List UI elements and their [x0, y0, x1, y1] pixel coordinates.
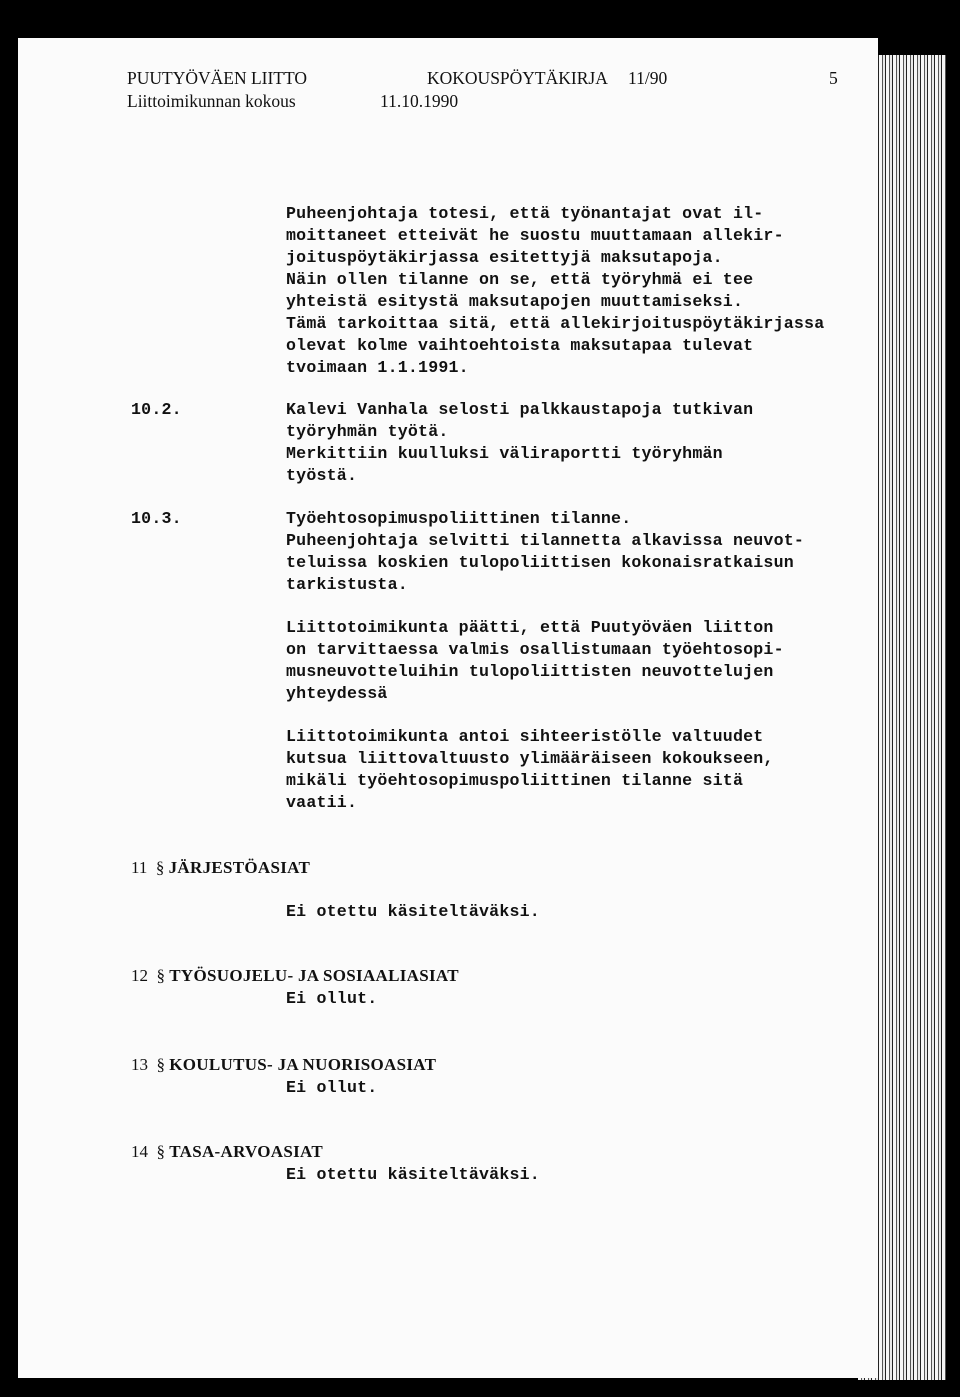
- item-10-1-line: yhteistä esitystä maksutapojen muuttamiseksi.: [286, 292, 744, 311]
- paragraph-mark: §: [156, 1142, 165, 1161]
- item-10-2-line: Kalevi Vanhala selosti palkkaustapoja tutkivan: [286, 400, 754, 419]
- section-heading-14: [131, 1142, 323, 1162]
- item-10-1-line: Tämä tarkoittaa sitä, että allekirjoituspöytäkirjassa: [286, 314, 825, 333]
- header-doc-number: 11/90: [628, 68, 668, 88]
- item-10-1-line: Puheenjohtaja totesi, että työnantajat ovat il-: [286, 204, 764, 223]
- item-10-3-decision-line: musneuvotteluihin tulopoliittisten neuvottelujen: [286, 662, 774, 681]
- item-10-3-mandate-line: vaatii.: [286, 793, 358, 812]
- item-10-1-line: joituspöytäkirjassa esitettyjä maksutapoja.: [286, 248, 723, 267]
- item-10-3-line: tarkistusta.: [286, 575, 408, 594]
- item-10-3-line: Työehtosopimuspoliittinen tilanne.: [286, 509, 632, 528]
- section-title: TYÖSUOJELU- JA SOSIAALIASIAT: [169, 966, 459, 985]
- header-doc-type: KOKOUSPÖYTÄKIRJA: [427, 68, 608, 88]
- section-title: KOULUTUS- JA NUORISOASIAT: [169, 1055, 437, 1074]
- section-title: TASA-ARVOASIAT: [169, 1142, 324, 1161]
- item-10-1-line: Näin ollen tilanne on se, että työryhmä ei tee: [286, 270, 754, 289]
- item-10-3-line: Puheenjohtaja selvitti tilannetta alkavissa neuvot-: [286, 531, 805, 550]
- item-10-2-line: Merkittiin kuulluksi väliraportti työryhmän: [286, 444, 723, 463]
- section-number: 11: [131, 858, 148, 877]
- item-10-3-mandate-line: Liittotoimikunta antoi sihteeristölle valtuudet: [286, 727, 764, 746]
- section-number: 13: [131, 1055, 148, 1074]
- section-heading-13: [131, 1055, 436, 1075]
- section-heading-11: [131, 858, 310, 878]
- item-10-1-line: moittaneet etteivät he suostu muuttamaan allekir-: [286, 226, 784, 245]
- header-date: 11.10.1990: [380, 91, 459, 111]
- item-10-2-line: työryhmän työtä.: [286, 422, 449, 441]
- section-14-text: Ei otettu käsiteltäväksi.: [286, 1165, 540, 1184]
- section-12-text: Ei ollut.: [286, 989, 378, 1008]
- section-heading-12: [131, 966, 459, 986]
- section-number: 14: [131, 1142, 148, 1161]
- header-meeting: Liittoimikunnan kokous: [127, 91, 296, 111]
- section-11-text: Ei otettu käsiteltäväksi.: [286, 902, 540, 921]
- paragraph-mark: §: [156, 1055, 165, 1074]
- item-10-3-decision-line: Liittotoimikunta päätti, että Puutyöväen liitton: [286, 618, 774, 637]
- page-number: 5: [829, 68, 838, 88]
- item-10-3-mandate-line: mikäli työehtosopimuspoliittinen tilanne sitä: [286, 771, 744, 790]
- item-10-2-line: työstä.: [286, 466, 358, 485]
- paragraph-mark: §: [155, 858, 165, 877]
- item-number: 10.3.: [131, 509, 182, 528]
- section-title: JÄRJESTÖASIAT: [168, 858, 311, 877]
- section-13-text: Ei ollut.: [286, 1078, 378, 1097]
- item-10-3-mandate-line: kutsua liittovaltuusto ylimääräiseen kokoukseen,: [286, 749, 774, 768]
- item-10-1-line: olevat kolme vaihtoehtoista maksutapaa tulevat: [286, 336, 754, 355]
- header-org: PUUTYÖVÄEN LIITTO: [127, 68, 307, 88]
- item-number: 10.2.: [131, 400, 182, 419]
- item-10-3-decision-line: yhteydessä: [286, 684, 388, 703]
- item-10-3-decision-line: on tarvittaessa valmis osallistumaan työehtosopi-: [286, 640, 784, 659]
- item-10-3-line: teluissa koskien tulopoliittisen kokonaisratkaisun: [286, 553, 794, 572]
- paragraph-mark: §: [156, 966, 165, 985]
- section-number: 12: [131, 966, 148, 985]
- item-10-1-line: tvoimaan 1.1.1991.: [286, 358, 469, 377]
